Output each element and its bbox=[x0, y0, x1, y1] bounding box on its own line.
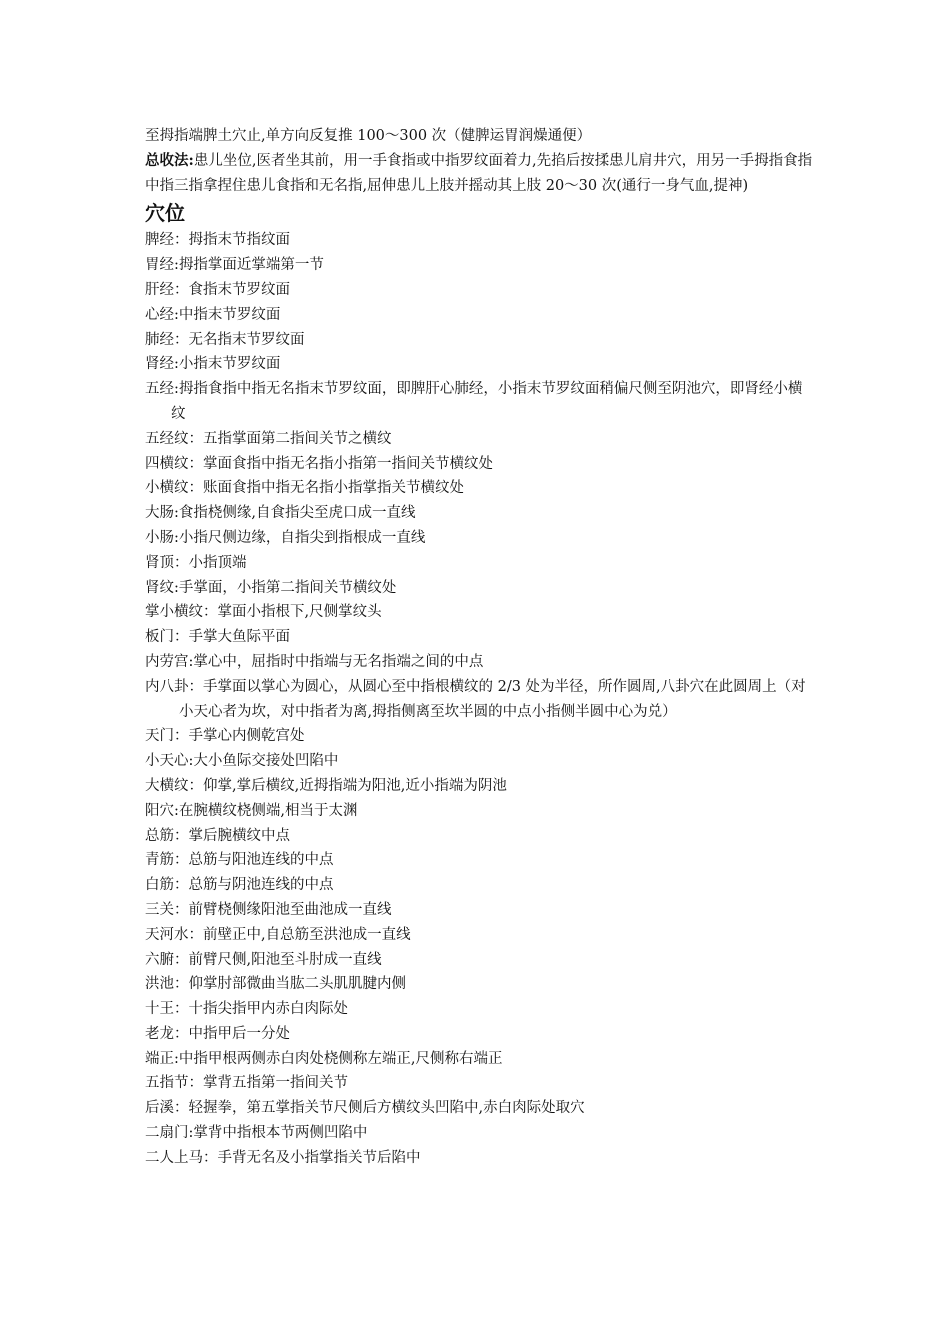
acupoint-entry: 小横纹：账面食指中指无名指小指掌指关节横纹处 bbox=[145, 480, 464, 497]
acupoint-entry: 心经:中指末节罗纹面 bbox=[145, 306, 281, 323]
acupoint-entry: 肾纹:手掌面，小指第二指间关节横纹处 bbox=[145, 579, 397, 596]
acupoint-entry: 五经纹：五指掌面第二指间关节之横纹 bbox=[145, 430, 392, 447]
acupoint-entry: 洪池：仰掌肘部微曲当肱二头肌肌腱内侧 bbox=[145, 976, 406, 993]
acupoint-entry: 总筋：掌后腕横纹中点 bbox=[145, 827, 290, 844]
acupoint-entry: 肺经：无名指末节罗纹面 bbox=[145, 331, 305, 348]
acupoint-entry: 青筋：总筋与阳池连线的中点 bbox=[145, 852, 334, 869]
acupoint-entry: 白筋：总筋与阴池连线的中点 bbox=[145, 877, 334, 894]
acupoint-entry: 四横纹：掌面食指中指无名指小指第一指间关节横纹处 bbox=[145, 455, 493, 472]
acupoint-entry: 十王：十指尖指甲内赤白肉际处 bbox=[145, 1001, 348, 1018]
acupoint-entry: 内八卦：手掌面以掌心为圆心，从圆心至中指根横纹的 2/3 处为半径，所作圆周,八卦穴在此圆周上（对小天心者为坎，对中指者为离,拇指侧离至坎半圆的中点小指侧半圆中心为兑） bbox=[145, 678, 806, 720]
acupoint-entry: 二人上马：手背无名及小指掌指关节后陷中 bbox=[145, 1149, 421, 1166]
acupoint-entry: 小肠:小指尺侧边缘，自指尖到指根成一直线 bbox=[145, 529, 426, 546]
intro-line: 至拇指端脾土穴止,单方向反复推 100～300 次（健脾运胃润燥通便） bbox=[145, 128, 592, 144]
acupoint-entry: 小天心:大小鱼际交接处凹陷中 bbox=[145, 753, 339, 770]
acupoint-entry: 阳穴:在腕横纹桡侧端,相当于太渊 bbox=[145, 802, 358, 819]
acupoint-entry: 二扇门:掌背中指根本节两侧凹陷中 bbox=[145, 1125, 368, 1142]
acupoint-entry: 脾经：拇指末节指纹面 bbox=[145, 232, 290, 249]
zongshoufa-paragraph bbox=[145, 149, 815, 199]
acupoint-entry: 板门：手掌大鱼际平面 bbox=[145, 629, 290, 646]
acupoint-entry: 大肠:食指桡侧缘,自食指尖至虎口成一直线 bbox=[145, 505, 416, 522]
acupoint-entry: 大横纹：仰掌,掌后横纹,近拇指端为阳池,近小指端为阴池 bbox=[145, 777, 507, 794]
acupoint-entry: 老龙：中指甲后一分处 bbox=[145, 1025, 290, 1042]
acupoint-entry: 三关：前臂桡侧缘阳池至曲池成一直线 bbox=[145, 901, 392, 918]
acupoint-entry: 后溪：轻握拳，第五掌指关节尺侧后方横纹头凹陷中,赤白肉际处取穴 bbox=[145, 1100, 585, 1117]
section-heading: 穴位 bbox=[145, 201, 185, 226]
acupoint-entry: 五指节：掌背五指第一指间关节 bbox=[145, 1075, 348, 1092]
document-body bbox=[145, 124, 815, 1171]
acupoint-entry: 肾顶：小指顶端 bbox=[145, 554, 247, 571]
acupoint-entry: 天门：手掌心内侧乾宫处 bbox=[145, 728, 305, 745]
acupoint-entry: 五经:拇指食指中指无名指末节罗纹面，即脾肝心肺经，小指末节罗纹面稍偏尺侧至阴池穴，即肾经小横纹 bbox=[145, 381, 803, 422]
acupoint-entry: 肾经:小指末节罗纹面 bbox=[145, 356, 281, 373]
acupoint-entry: 端正:中指甲根两侧赤白肉处桡侧称左端正,尺侧称右端正 bbox=[145, 1050, 503, 1067]
acupoint-entry: 天河水：前壁正中,自总筋至洪池成一直线 bbox=[145, 926, 411, 943]
acupoint-entry: 掌小横纹：掌面小指根下,尺侧掌纹头 bbox=[145, 604, 382, 621]
zongshoufa-label: 总收法: bbox=[145, 151, 194, 169]
acupoint-entry: 内劳宫:掌心中，屈指时中指端与无名指端之间的中点 bbox=[145, 653, 484, 670]
acupoint-entry: 胃经:拇指掌面近掌端第一节 bbox=[145, 257, 324, 274]
zongshoufa-text: 患儿坐位,医者坐其前，用一手食指或中指罗纹面着力,先掐后按揉患儿肩井穴，用另一手拇指食指中指三指拿捏住患儿食指和无名指,屈伸患儿上肢并摇动其上肢 20～30 次(通行一身气血,提神) bbox=[145, 152, 813, 194]
acupoint-entry: 六腑：前臂尺侧,阳池至斗肘成一直线 bbox=[145, 951, 382, 968]
acupoint-entry: 肝经：食指末节罗纹面 bbox=[145, 281, 290, 298]
